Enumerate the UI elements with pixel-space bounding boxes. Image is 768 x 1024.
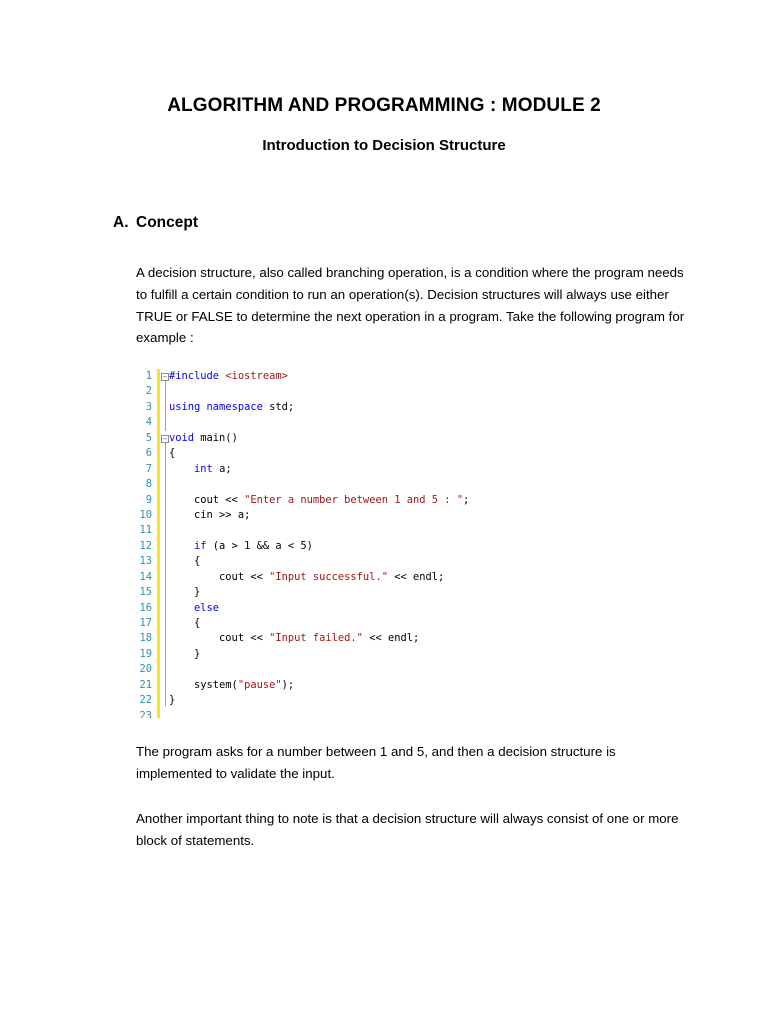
code-text	[169, 493, 469, 508]
code-token: int	[194, 462, 213, 475]
code-text	[169, 431, 238, 446]
code-line	[138, 678, 558, 693]
line-number: 13	[139, 555, 152, 568]
line-number: 18	[139, 632, 152, 645]
line-number: 9	[145, 493, 152, 506]
code-token: );	[281, 678, 295, 691]
code-text	[169, 647, 200, 662]
line-number: 23	[139, 709, 152, 718]
code-token: void	[169, 431, 195, 444]
code-token: << endl;	[387, 570, 445, 583]
code-token: a;	[212, 462, 232, 475]
code-line	[138, 446, 558, 461]
line-number: 1	[145, 370, 152, 382]
section-title: Concept	[136, 214, 198, 231]
code-text	[169, 400, 294, 415]
line-number: 4	[145, 416, 152, 429]
code-line	[138, 709, 558, 718]
note-paragraph: Another important thing to note is that a decision structure will always consist of one or more block of statements.	[136, 811, 679, 848]
line-number: 7	[145, 462, 152, 475]
code-line	[138, 462, 558, 477]
code-line	[138, 431, 558, 446]
code-token: }	[169, 694, 176, 707]
code-line	[138, 554, 558, 569]
module-title: ALGORITHM AND PROGRAMMING : MODULE 2	[167, 95, 601, 116]
code-text	[169, 616, 200, 631]
code-token: "Input failed."	[269, 632, 363, 645]
module-subtitle: Introduction to Decision Structure	[262, 137, 506, 154]
line-number: 22	[139, 694, 152, 707]
code-screenshot	[138, 369, 558, 718]
line-number: 8	[145, 478, 152, 491]
code-token: cout <<	[169, 570, 270, 583]
code-token	[169, 540, 194, 552]
code-token: using	[169, 400, 201, 413]
fold-guide	[165, 443, 166, 706]
code-token	[169, 463, 194, 475]
section-letter: A.	[113, 214, 129, 231]
code-line	[138, 508, 558, 523]
code-token: <iostream>	[225, 370, 288, 382]
code-token: "Input successful."	[269, 570, 388, 583]
code-line	[138, 647, 558, 662]
code-token: {	[169, 447, 176, 460]
code-token	[169, 602, 194, 614]
code-token: main()	[194, 431, 238, 444]
code-token: "Enter a number between 1 and 5 : "	[244, 493, 464, 506]
fold-collapse-icon: −	[162, 434, 168, 443]
code-line	[138, 662, 558, 677]
code-line	[138, 570, 558, 585]
code-token: << endl;	[362, 632, 420, 645]
code-token: {	[169, 555, 201, 568]
explanation-paragraph: The program asks for a number between 1 and 5, and then a decision structure is implemented to validate the input.	[136, 744, 616, 781]
line-number: 10	[139, 508, 152, 521]
line-number: 19	[139, 647, 152, 660]
code-token: system(	[169, 678, 238, 691]
line-number: 17	[139, 617, 152, 629]
line-number: 20	[139, 663, 152, 676]
code-text	[169, 462, 232, 477]
code-token: }	[169, 586, 201, 599]
code-line	[138, 415, 558, 430]
code-text	[169, 369, 288, 384]
code-line	[138, 369, 558, 384]
code-text	[169, 539, 313, 554]
code-line	[138, 477, 558, 492]
fold-guide	[165, 381, 166, 430]
code-line	[138, 539, 558, 554]
code-text	[169, 601, 219, 616]
code-token: #include	[169, 370, 226, 382]
line-number: 6	[145, 447, 152, 460]
line-number: 11	[139, 524, 152, 537]
code-line	[138, 493, 558, 508]
code-text	[169, 570, 444, 585]
code-line	[138, 631, 558, 646]
code-line	[138, 585, 558, 600]
code-line	[138, 616, 558, 631]
line-number: 5	[145, 431, 152, 444]
intro-paragraph: A decision structure, also called branching operation, is a condition where the program needs to fulfill a certain condition to run an operation(s). Decision structures will always use either TRUE or FALSE to determine the next operation in a program. Take the following program for example :	[136, 265, 685, 346]
code-text	[169, 554, 200, 569]
code-line	[138, 384, 558, 399]
code-line	[138, 523, 558, 538]
code-token: if	[194, 539, 207, 552]
code-text	[169, 585, 200, 600]
code-token: cout <<	[169, 632, 270, 645]
code-text	[169, 693, 175, 708]
fold-collapse-icon: −	[162, 373, 168, 381]
line-number: 2	[145, 385, 152, 398]
line-number: 12	[139, 539, 152, 552]
code-token: std;	[262, 400, 295, 413]
line-number: 14	[139, 570, 152, 583]
code-token: ;	[463, 493, 470, 506]
line-number: 21	[139, 678, 152, 691]
code-text	[169, 678, 294, 693]
line-number: 15	[139, 586, 152, 599]
code-text	[169, 508, 250, 523]
code-line	[138, 400, 558, 415]
code-token: namespace	[206, 400, 263, 413]
section-heading	[113, 214, 198, 232]
code-token: }	[169, 647, 201, 660]
code-line	[138, 601, 558, 616]
line-number: 16	[139, 601, 152, 614]
code-token: (a > 1 && a < 5)	[206, 539, 313, 552]
code-token: {	[169, 617, 201, 629]
code-token: cout <<	[169, 493, 245, 506]
line-number: 3	[145, 400, 152, 413]
code-token: else	[194, 601, 220, 614]
code-text	[169, 631, 419, 646]
code-token: cin >> a;	[169, 508, 251, 521]
code-text	[169, 446, 175, 461]
code-token: "pause"	[237, 678, 282, 691]
code-line	[138, 693, 558, 708]
